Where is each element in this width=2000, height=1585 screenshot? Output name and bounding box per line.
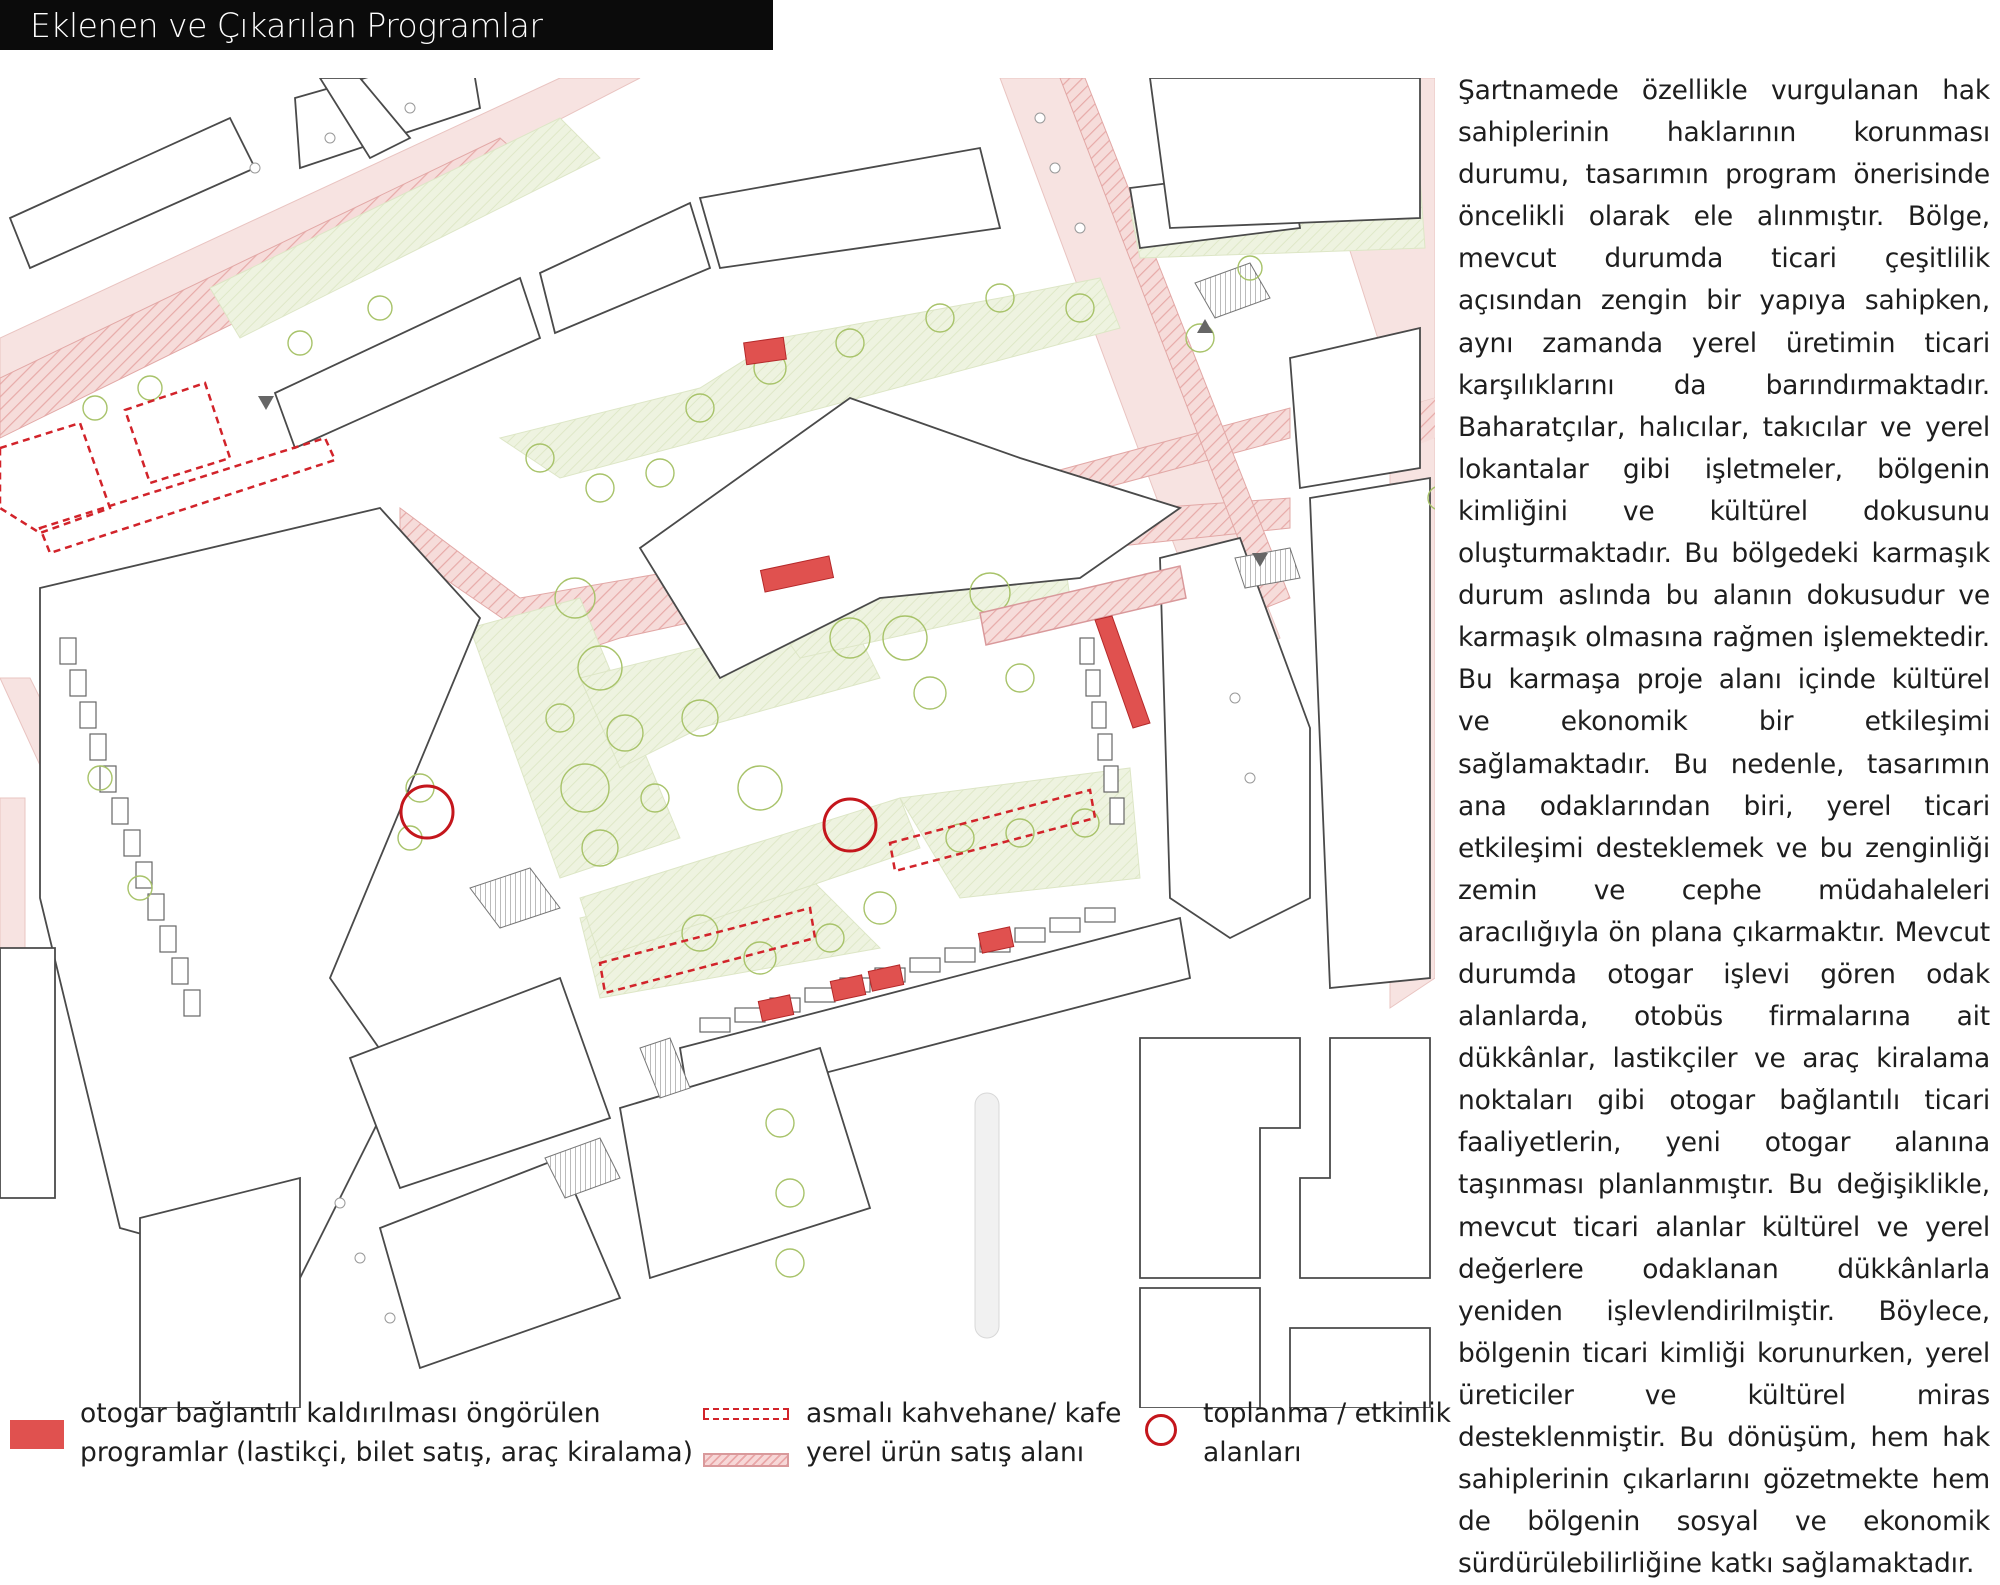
- description-text: Şartnamede özellikle vurgulanan hak sahiplerinin haklarının korunması durumu, tasarımın program önerisinde öncelikli olarak ele alınmıştır. Bölge, mevcut durumda ticari çeşitlilik açısından zengin bir yapıya sahipken, aynı zamanda yerel üretimin ticari karşılıklarını da barındırmaktadır. Baharatçılar, halıcılar, takıcılar ve yerel lokantalar gibi işletmeler, bölgenin kimliğini ve kültürel dokusunu oluşturmaktadır. Bu bölgedeki karmaşık durum aslında bu alanın dokusudur ve karmaşık olmasına rağmen işlemektedir. Bu karmaşa proje alanı içinde kültürel ve ekonomik bir etkileşimi sağlamaktadır. Bu nedenle, tasarımın ana odaklarından biri, yerel ticari etkileşimi desteklemek ve bu zenginliği zemin ve cephe müdahaleleri aracılığıyla ön plana çıkarmaktır. Mevcut durumda otogar işlevi gören odak alanlarda, otobüs firmalarına ait dükkânlar, lastikçiler ve araç kiralama noktaları gibi otogar bağlantılı ticari faaliyetlerin, yeni otogar alanına taşınması planlanmıştır. Bu değişiklikle, mevcut ticari alanlar kültürel ve yerel değerlere odaklanan dükkânlarla yeniden işlevlendirilmiştir. Böylece, bölgenin ticari kimliği korunurken, yerel üreticiler ve kültürel miras desteklenmiştir. Bu dönüşüm, hem hak sahiplerinin çıkarlarını gözetmekte hem de bölgenin sosyal ve ekonomik sürdürülebilirliğine katkı sağlamaktadır.: [1458, 75, 1990, 1580]
- cafe-swatch: [703, 1408, 789, 1420]
- title-bar: [0, 0, 773, 50]
- local-market-swatch: [703, 1453, 789, 1467]
- removed-program-swatch: [10, 1420, 64, 1449]
- parking-island: [975, 1093, 999, 1338]
- legend-gathering-line2: alanları: [1203, 1437, 1302, 1468]
- legend-removed-line1: otogar bağlantılı kaldırılması öngörülen: [80, 1398, 601, 1429]
- legend-removed-line2: programlar (lastikçi, bilet satış, araç kiralama): [80, 1437, 693, 1468]
- site-plan: [0, 78, 1435, 1408]
- legend-gathering-line1: toplanma / etkinlik: [1203, 1398, 1451, 1429]
- gathering-swatch: [1145, 1414, 1177, 1446]
- legend-local-market: yerel ürün satış alanı: [806, 1437, 1085, 1468]
- legend: [0, 1378, 1451, 1478]
- legend-cafe: asmalı kahvehane/ kafe: [806, 1398, 1122, 1429]
- page-title: Eklenen ve Çıkarılan Programlar: [30, 6, 543, 45]
